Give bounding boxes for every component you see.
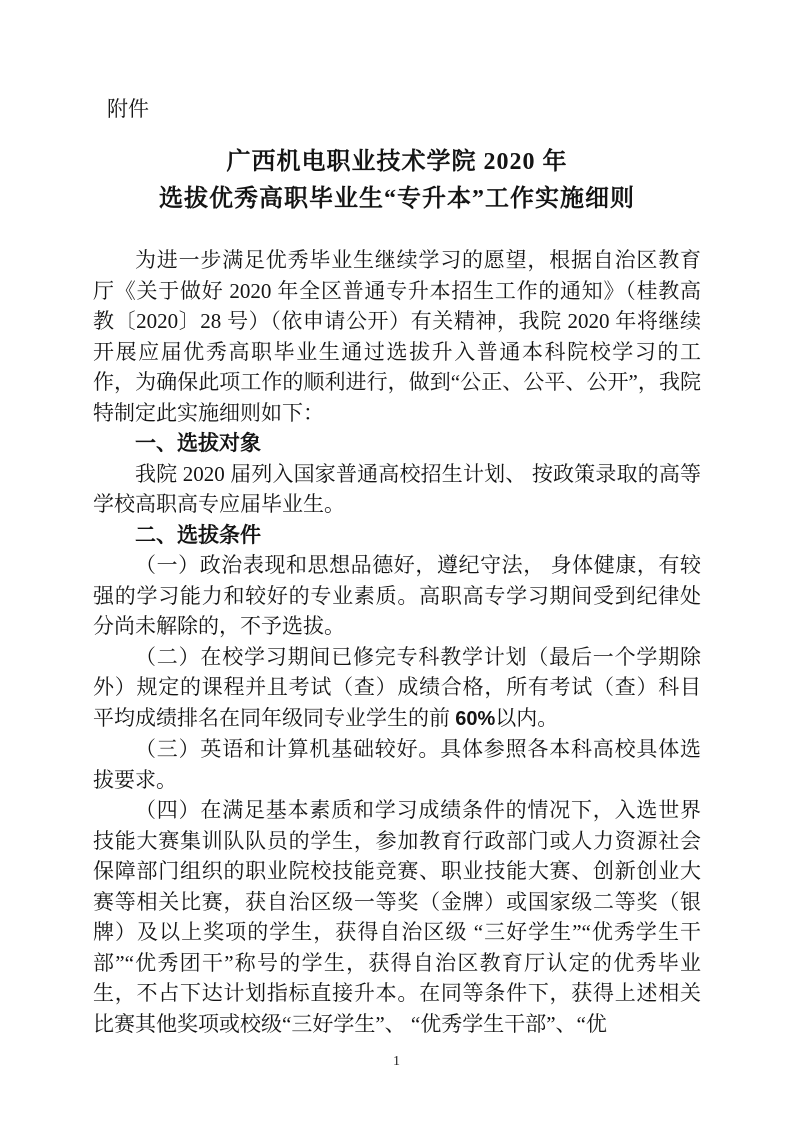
document-title — [93, 144, 701, 218]
document-body — [93, 245, 701, 1039]
condition-item-2-percentage: 60% — [455, 707, 496, 730]
document-title-line-2: 选拔优秀高职毕业生“专升本”工作实施细则 — [159, 186, 635, 212]
attachment-label: 附件 — [107, 97, 149, 121]
intro-paragraph: 为进一步满足优秀毕业生继续学习的愿望，根据自治区教育厅《关于做好 2020 年全区普通专升本招生工作的通知》（桂教高教〔2020〕28 号）（依申请公开）有关精神，我院 2020 年将继续开展应届优秀高职毕业生通过选拔升入普通本科院校学习的工作，为确保此项工作的顺利进行，做到“公正、公平、公开”，我院特制定此实施细则如下： — [93, 248, 701, 425]
condition-item-3: （三）英语和计算机基础较好。具体参照各本科高校具体选拔要求。 — [93, 737, 701, 792]
condition-item-4: （四）在满足基本素质和学习成绩条件的情况下，入选世界技能大赛集训队队员的学生，参加教育行政部门或人力资源社会保障部门组织的职业院校技能竞赛、职业技能大赛、创新创业大赛等相关比赛，获自治区级一等奖（金牌）或国家级二等奖（银牌）及以上奖项的学生，获得自治区级 “三好学生”“优秀学生干部”“优秀团干”称号的学生，获得自治区教育厅认定的优秀毕业生，不占下达计划指标直接升本。在同等条件下，获得上述相关比赛其他奖项或校级“三好学生”、 “优秀学生干部”、“优 — [93, 798, 701, 1036]
section-1-paragraph: 我院 2020 届列入国家普通高校招生计划、 按政策录取的高等学校高职高专应届毕业生。 — [93, 461, 701, 516]
condition-item-1: （一）政治表现和思想品德好，遵纪守法， 身体健康，有较强的学习能力和较好的专业素质。高职高专学习期间受到纪律处分尚未解除的，不予选拔。 — [93, 553, 701, 638]
condition-item-2-text-after: 以内。 — [495, 705, 559, 730]
page-number: 1 — [393, 1054, 400, 1069]
condition-item-2-text-before: （二）在校学习期间已修完专科教学计划（最后一个学期除外）规定的课程并且考试（查）成绩合格，所有考试（查）科目平均成绩排名在同年级同专业学生的前 — [93, 644, 701, 730]
section-1-heading: 一、选拔对象 — [135, 431, 261, 455]
section-2-heading: 二、选拔条件 — [135, 522, 261, 547]
condition-item-2 — [93, 642, 701, 735]
document-title-line-1: 广西机电职业技术学院 2020 年 — [226, 149, 568, 175]
